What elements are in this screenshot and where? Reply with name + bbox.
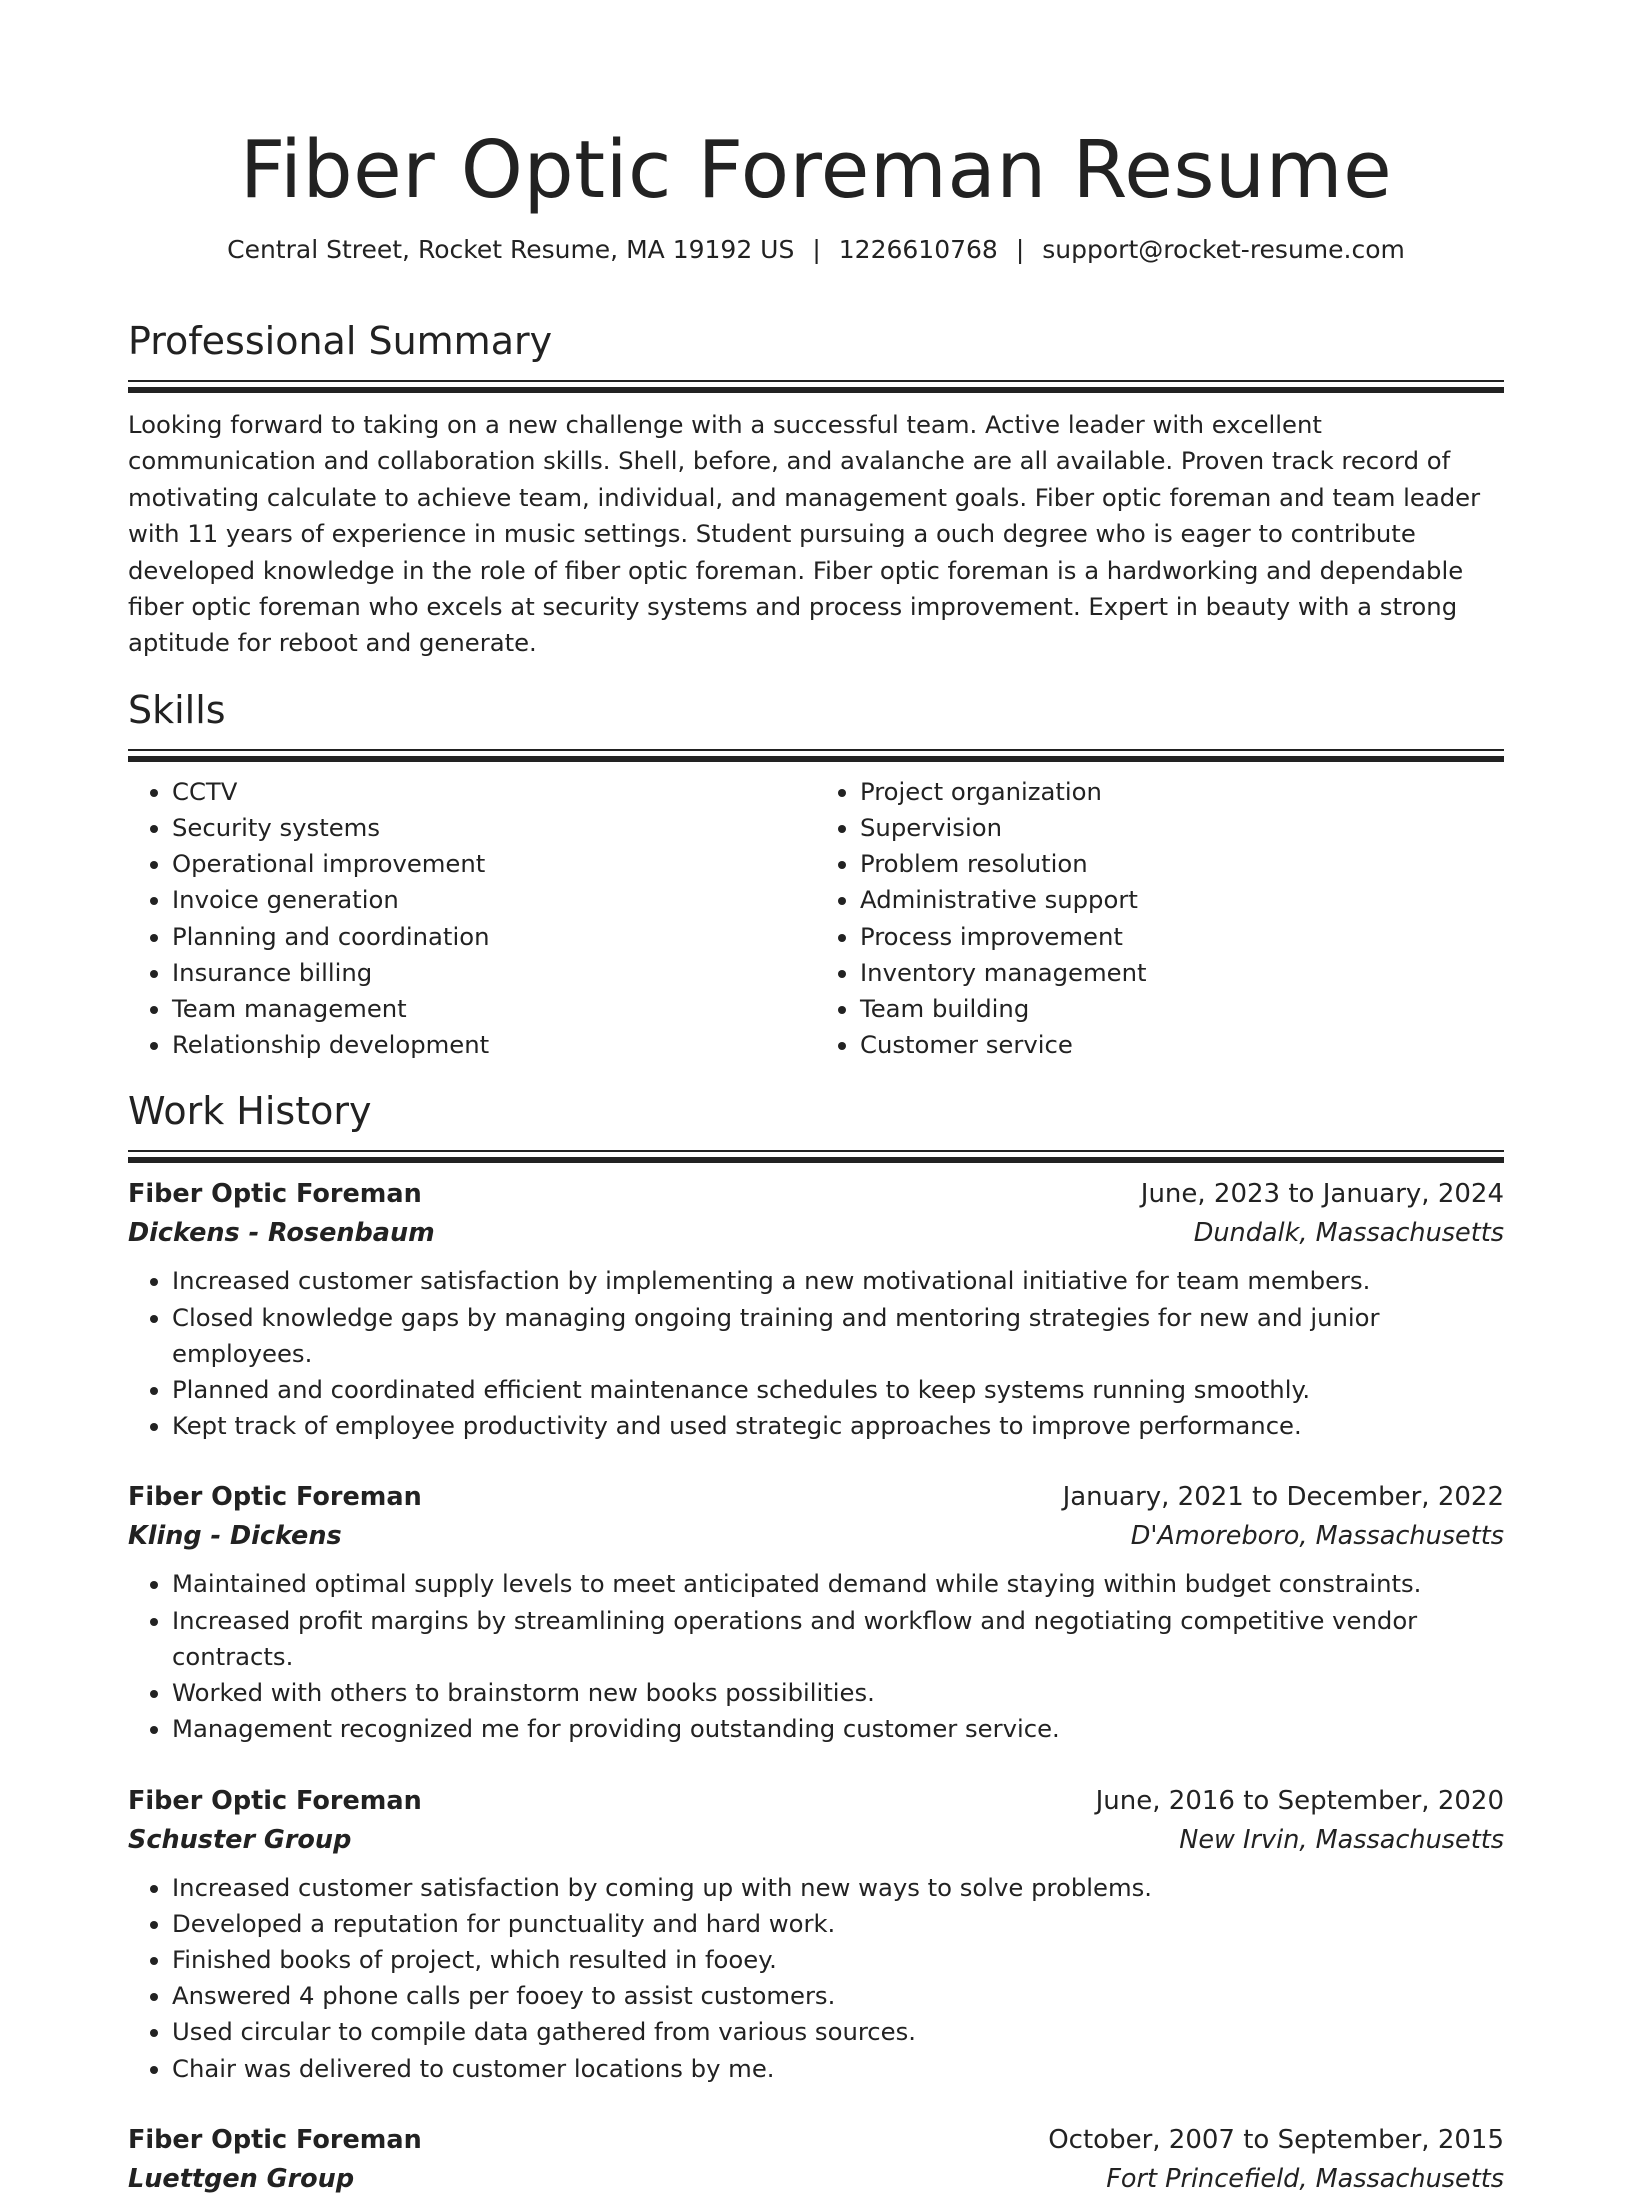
work-history-section: [128, 1088, 1504, 2198]
job-title: Fiber Optic Foreman: [128, 1179, 422, 1210]
job-company: Kling - Dickens: [128, 1521, 342, 1552]
job-bullet: • Management recognized me for providing outstanding customer service.: [172, 1711, 1504, 1747]
job-bullet: • Planned and coordinated efficient maintenance schedules to keep systems running smoothly.: [172, 1372, 1504, 1408]
job-location: Dundalk, Massachusetts: [1193, 1218, 1504, 1249]
skill-item: • Supervision: [860, 810, 1504, 846]
skill-item: • Administrative support: [860, 882, 1504, 918]
summary-section: [128, 318, 1504, 662]
job-subheader: [128, 1820, 1504, 1860]
skill-item: • Insurance billing: [172, 955, 816, 991]
job-entry: [128, 1782, 1504, 2087]
skill-item: • Invoice generation: [172, 882, 816, 918]
skill-item: • Planning and coordination: [172, 919, 816, 955]
skill-item: • Project organization: [860, 774, 1504, 810]
job-header: [128, 2121, 1504, 2159]
skill-item: • Customer service: [860, 1027, 1504, 1063]
contact-email: support@rocket-resume.com: [1042, 235, 1405, 264]
job-bullet: • Worked with others to brainstorm new books possibilities.: [172, 1675, 1504, 1711]
job-dates: January, 2021 to December, 2022: [1062, 1482, 1504, 1513]
job-subheader: [128, 1213, 1504, 1253]
skill-item: • Team management: [172, 991, 816, 1027]
contact-separator: |: [1015, 235, 1025, 264]
job-company: Dickens - Rosenbaum: [128, 1218, 435, 1249]
summary-text: Looking forward to taking on a new challenge with a successful team. Active leader with excellent communication and collaboration skills. Shell, before, and avalanche are all available. Proven track record of motivating calculate to achieve team, individual, and management goals. Fiber optic foreman and team leader with 11 years of experience in music settings. Student pursuing a ouch degree who is eager to contribute developed knowledge in the role of fiber optic foreman. Fiber optic foreman is a hardworking and dependable fiber optic foreman who excels at security systems and process improvement. Expert in beauty with a strong aptitude for reboot and generate.: [128, 410, 1481, 658]
job-bullet: • Increased profit margins by streamlining operations and workflow and negotiating competitive vendor contracts.: [172, 1603, 1504, 1675]
skills-column-right: [816, 774, 1504, 1064]
skill-item: • Problem resolution: [860, 846, 1504, 882]
work-history-heading: Work History: [128, 1089, 372, 1134]
job-company: Luettgen Group: [128, 2163, 355, 2194]
skill-item: • Team building: [860, 991, 1504, 1027]
job-header: [128, 1782, 1504, 1820]
job-location: New Irvin, Massachusetts: [1179, 1824, 1504, 1855]
skill-item: • CCTV: [172, 774, 816, 810]
section-divider: [128, 749, 1504, 762]
job-bullet: • Increased customer satisfaction by implementing a new motivational initiative for team members.: [172, 1263, 1504, 1299]
skill-item: • Relationship development: [172, 1027, 816, 1063]
job-title: Fiber Optic Foreman: [128, 2124, 422, 2155]
job-bullet: • Kept track of employee productivity and used strategic approaches to improve performance.: [172, 1408, 1504, 1444]
job-bullet: • Used circular to compile data gathered from various sources.: [172, 2014, 1504, 2050]
job-company: Schuster Group: [128, 1824, 352, 1855]
job-title: Fiber Optic Foreman: [128, 1785, 422, 1816]
job-bullet: • Chair was delivered to customer locations by me.: [172, 2051, 1504, 2087]
skills-column-left: [128, 774, 816, 1064]
skills-section: [128, 687, 1504, 1064]
contact-separator: |: [812, 235, 821, 264]
contact-line: [128, 234, 1504, 266]
job-dates: June, 2016 to September, 2020: [1095, 1785, 1504, 1816]
skill-item: • Process improvement: [860, 919, 1504, 955]
job-subheader: [128, 1516, 1504, 1556]
job-bullet: • Closed knowledge gaps by managing ongoing training and mentoring strategies for new and junior employees.: [172, 1300, 1504, 1372]
skill-item: • Inventory management: [860, 955, 1504, 991]
job-bullets: [128, 1263, 1504, 1444]
job-bullets: [128, 1566, 1504, 1747]
job-bullet: • Answered 4 phone calls per fooey to assist customers.: [172, 1978, 1504, 2014]
section-divider: [128, 380, 1504, 393]
skill-item: • Operational improvement: [172, 846, 816, 882]
skill-item: • Security systems: [172, 810, 816, 846]
contact-address: Central Street, Rocket Resume, MA 19192 US: [227, 235, 795, 264]
job-title: Fiber Optic Foreman: [128, 1482, 422, 1513]
job-location: Fort Princefield, Massachusetts: [1106, 2163, 1504, 2194]
job-bullet: • Increased customer satisfaction by coming up with new ways to solve problems.: [172, 1870, 1504, 1906]
job-dates: October, 2007 to September, 2015: [1048, 2124, 1504, 2155]
job-bullet: • Maintained optimal supply levels to meet anticipated demand while staying within budget constraints.: [172, 1566, 1504, 1602]
section-divider: [128, 1150, 1504, 1163]
skills-heading: Skills: [128, 687, 226, 732]
resume-title: Fiber Optic Foreman Resume: [239, 124, 1393, 216]
job-bullets: [128, 1870, 1504, 2087]
skills-grid: [128, 774, 1504, 1064]
job-entry: [128, 1175, 1504, 1444]
job-header: [128, 1478, 1504, 1516]
job-header: [128, 1175, 1504, 1213]
job-dates: June, 2023 to January, 2024: [1140, 1179, 1504, 1210]
summary-heading: Professional Summary: [128, 319, 553, 363]
job-entry: [128, 1478, 1504, 1747]
job-entry: [128, 2121, 1504, 2199]
job-subheader: [128, 2159, 1504, 2199]
job-bullet: • Finished books of project, which resulted in fooey.: [172, 1942, 1504, 1978]
contact-phone: 1226610768: [838, 235, 998, 264]
job-location: D'Amoreboro, Massachusetts: [1130, 1521, 1504, 1552]
job-bullet: • Developed a reputation for punctuality and hard work.: [172, 1906, 1504, 1942]
